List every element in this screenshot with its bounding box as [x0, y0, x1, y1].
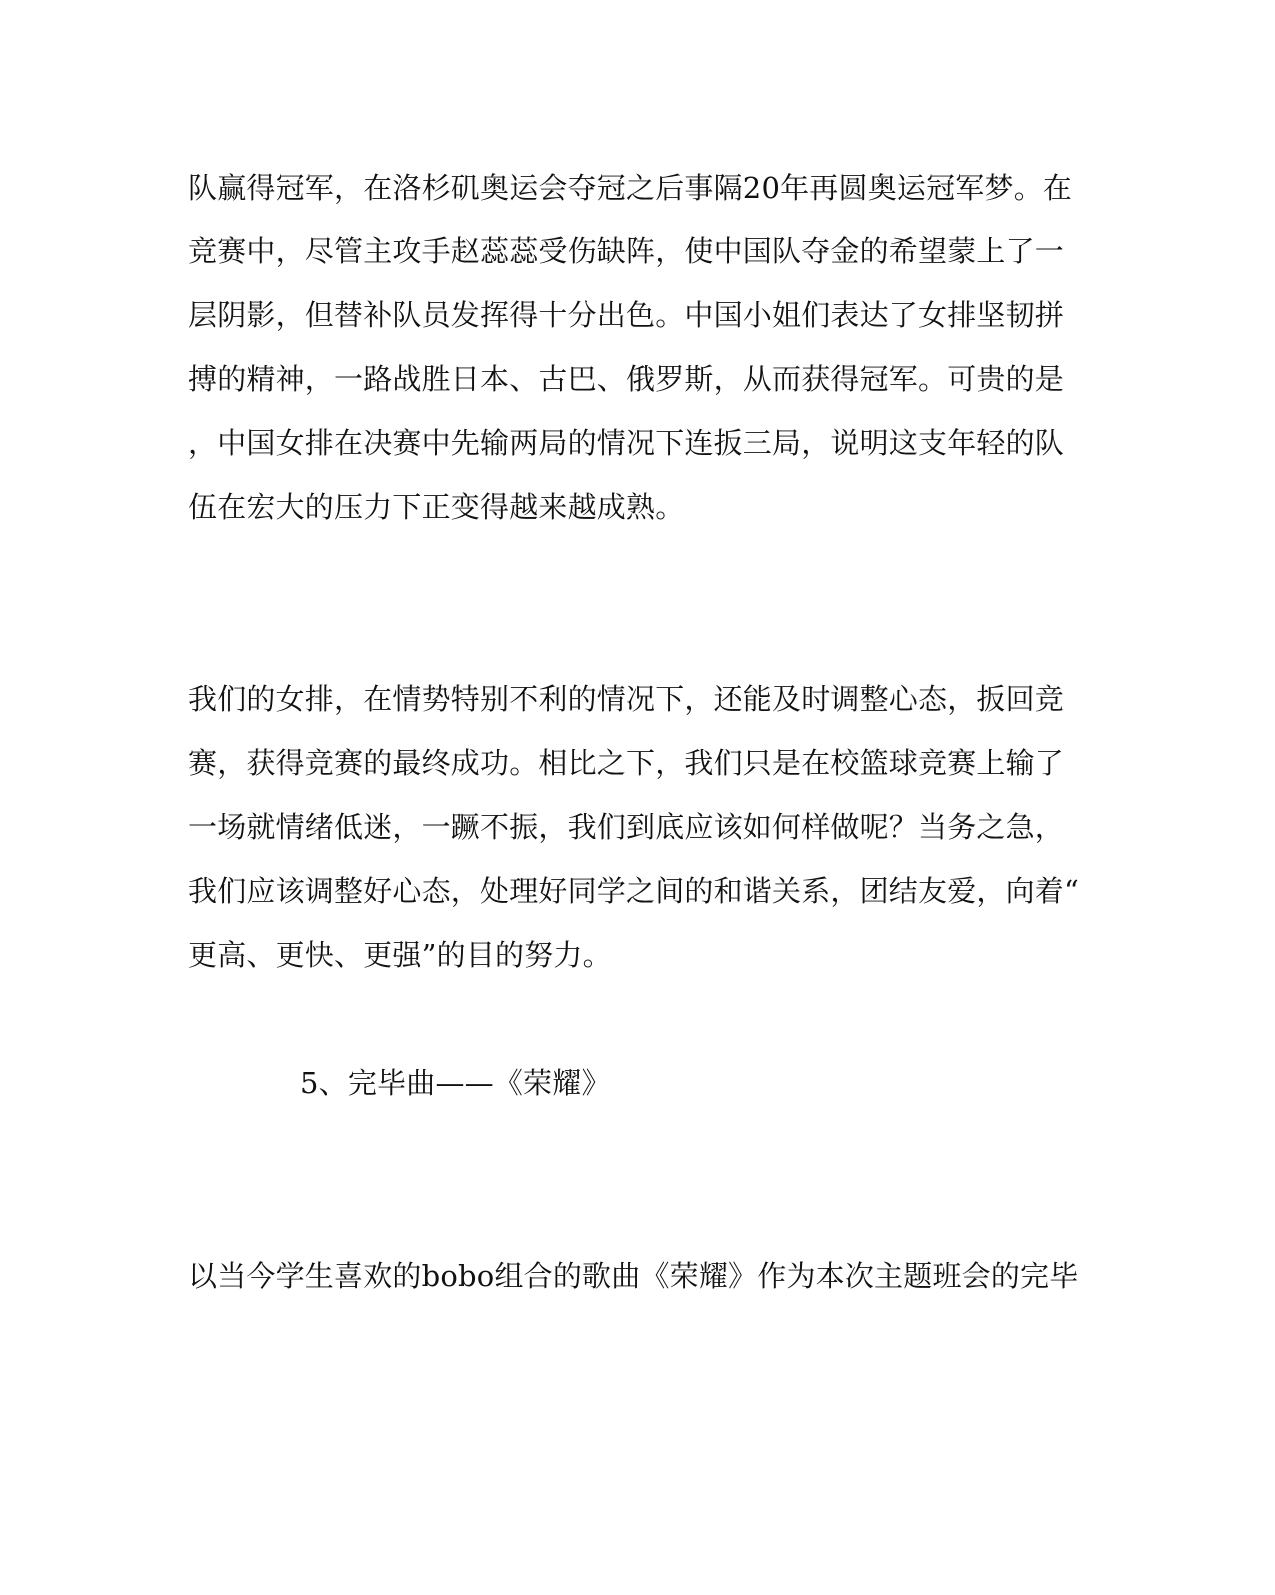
- paragraph-2-line-5: 更高、更快、更强”的目的努力。: [188, 938, 612, 972]
- paragraph-2-line-3: 一场就情绪低迷，一蹶不振，我们到底应该如何样做呢？当务之急，: [188, 810, 1065, 844]
- paragraph-1-line-3: 层阴影，但替补队员发挥得十分出色。中国小姐们表达了女排坚韧拼: [188, 298, 1065, 332]
- paragraph-1-line-6: 伍在宏大的压力下正变得越来越成熟。: [188, 490, 685, 524]
- section-heading: 5、完毕曲——《荣耀》: [300, 1066, 611, 1100]
- paragraph-1-line-1: 队赢得冠军，在洛杉矶奥运会夺冠之后事隔20年再圆奥运冠军梦。在: [188, 171, 1073, 205]
- paragraph-1-line-2: 竞赛中，尽管主攻手赵蕊蕊受伤缺阵，使中国队夺金的希望蒙上了一: [188, 234, 1065, 268]
- paragraph-2-line-2: 赛，获得竞赛的最终成功。相比之下，我们只是在校篮球竞赛上输了: [188, 746, 1065, 780]
- paragraph-1-line-5: ，中国女排在决赛中先输两局的情况下连扳三局，说明这支年轻的队: [188, 426, 1065, 460]
- paragraph-2-line-4: 我们应该调整好心态，处理好同学之间的和谐关系，团结友爱，向着“: [188, 874, 1080, 908]
- paragraph-2-line-1: 我们的女排，在情势特别不利的情况下，还能及时调整心态，扳回竞: [188, 682, 1065, 716]
- paragraph-1-line-4: 搏的精神，一路战胜日本、古巴、俄罗斯，从而获得冠军。可贵的是: [188, 362, 1065, 396]
- paragraph-3-line-1: 以当今学生喜欢的bobo组合的歌曲《荣耀》作为本次主题班会的完毕: [188, 1259, 1079, 1293]
